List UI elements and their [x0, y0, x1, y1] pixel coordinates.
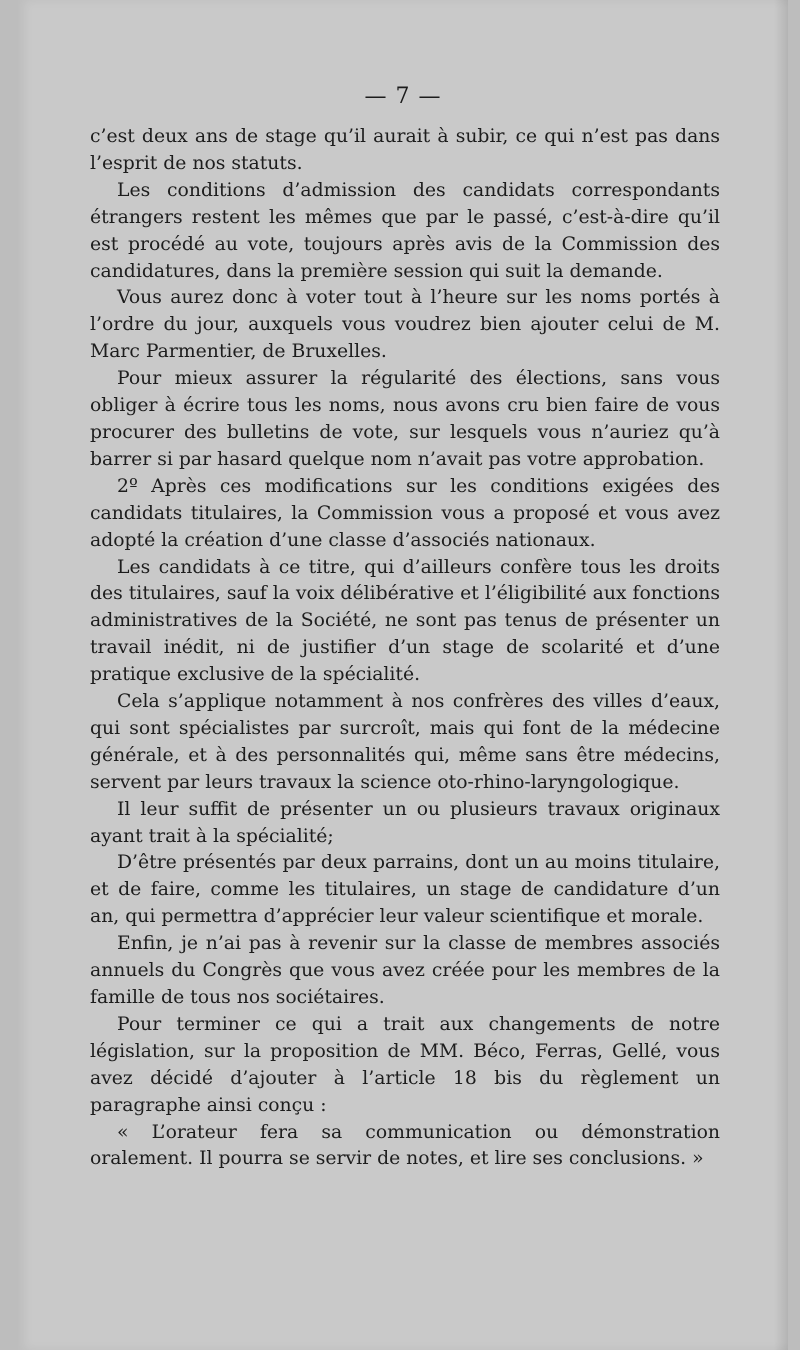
paragraph: Les candidats à ce titre, qui d’ailleurs confère tous les droits des titulaires, sauf la voix délibérative et l’éligibilité aux fonctions administratives de la Société, ne sont pas tenus de présenter un travail inédit, ni de justifier d’un stage de scolarité et d’une pratique exclusive de la spécialité.: [90, 556, 720, 686]
paragraph: Pour mieux assurer la régularité des élections, sans vous obliger à écrire tous les noms, nous avons cru bien faire de vous procurer des bulletins de vote, sur lesquels vous n’auriez qu’à barrer si par hasard quelque nom n’avait pas votre approbation.: [90, 368, 720, 470]
page-number: — 7 —: [364, 84, 442, 109]
paragraph: Pour terminer ce qui a trait aux changements de notre législation, sur la proposition de MM. Béco, Ferras, Gellé, vous avez décidé d’ajouter à l’article 18 bis du règlement un paragraphe ainsi conçu :: [90, 1013, 720, 1116]
paragraph: Les conditions d’admission des candidats correspondants étrangers restent les mêmes que par le passé, c’est-à-dire qu’il est procédé au vote, toujours après avis de la Commission des candidatures, dans la première session qui suit la demande.: [90, 179, 720, 282]
paragraph: D’être présentés par deux parrains, dont un au moins titulaire, et de faire, comme les titulaires, un stage de candidature d’un an, qui permettra d’apprécier leur valeur scientifique et morale.: [90, 852, 720, 928]
paragraph: Cela s’applique notamment à nos confrères des villes d’eaux, qui sont spécialistes par surcroît, mais qui font de la médecine générale, et à des personnalités qui, même sans être médecins, servent par leurs travaux la science oto-rhino-laryngologique.: [90, 691, 720, 793]
body-text: [90, 124, 720, 1173]
paragraph: Vous aurez donc à voter tout à l’heure sur les noms portés à l’ordre du jour, auxquels vous voudrez bien ajouter celui de M. Marc Parmentier, de Bruxelles.: [90, 287, 720, 363]
paragraph: Enfin, je n’ai pas à revenir sur la classe de membres associés annuels du Congrès que vous avez créée pour les membres de la famille de tous nos sociétaires.: [90, 933, 720, 1008]
paragraph: 2º Après ces modifications sur les conditions exigées des candidats titulaires, la Commission vous a proposé et vous avez adopté la création d’une classe d’associés nationaux.: [90, 475, 720, 551]
paragraph-quote: « L’orateur fera sa communication ou démonstration oralement. Il pourra se servir de notes, et lire ses conclusions. »: [90, 1121, 720, 1170]
paragraph: Il leur suffit de présenter un ou plusieurs travaux originaux ayant trait à la spécialité;: [90, 798, 720, 847]
page-edge-shadow: [774, 0, 788, 1350]
paragraph-continuation: c’est deux ans de stage qu’il aurait à subir, ce qui n’est pas dans l’esprit de nos statuts.: [90, 126, 720, 174]
